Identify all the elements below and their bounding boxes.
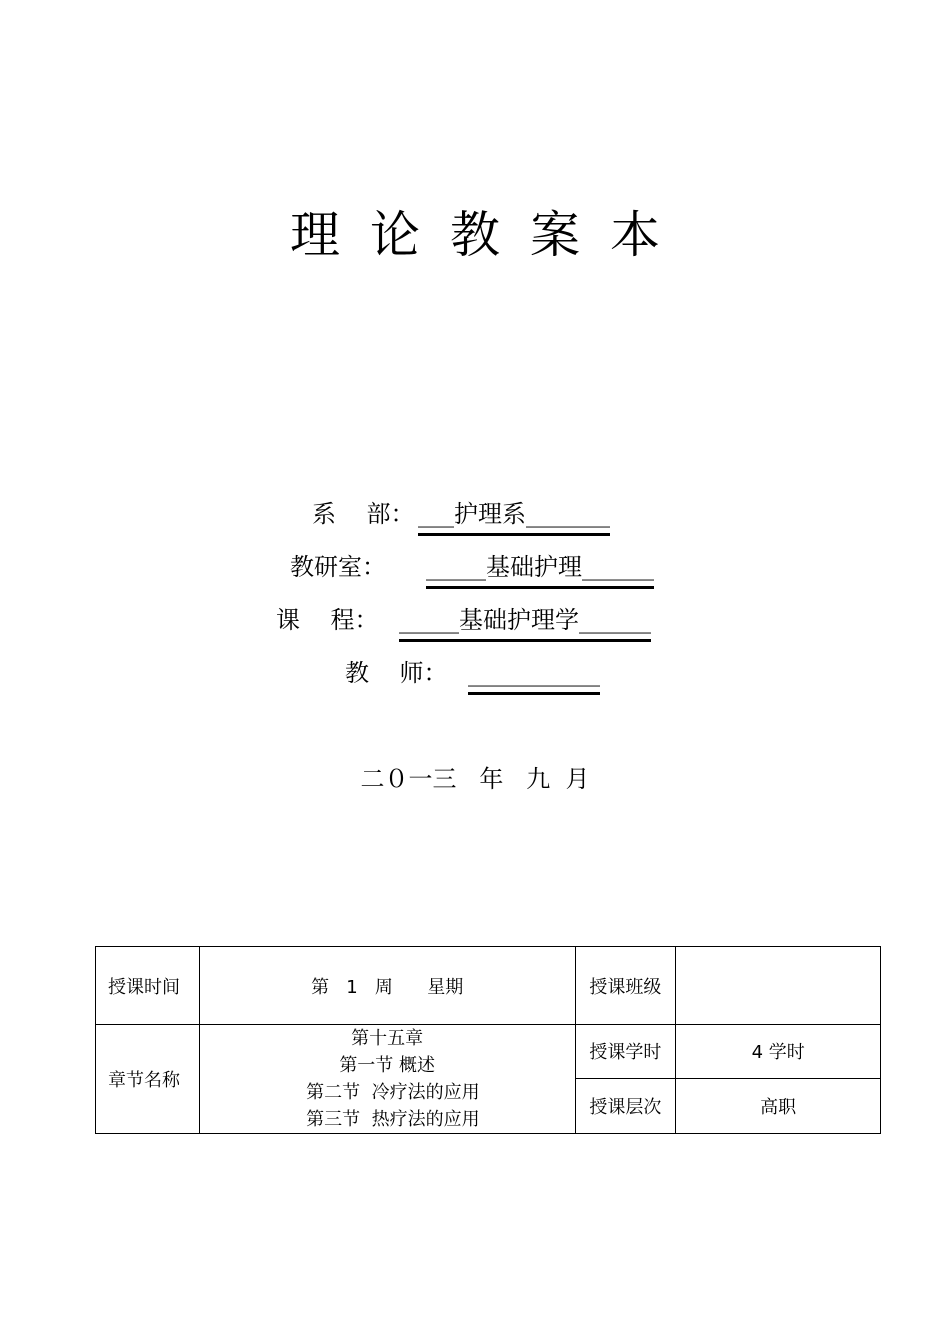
course-label: 课 程： <box>276 606 379 634</box>
chapter-line: 第二节 冷疗法的应用 <box>294 1082 480 1103</box>
document-title: 理论教案本 <box>290 206 690 264</box>
teaching-level-label: 授课层次 <box>575 1078 676 1133</box>
teaching-level-value: 高职 <box>676 1078 881 1133</box>
teacher-label: 教 师： <box>345 659 448 687</box>
table-row <box>96 947 881 1025</box>
teacher-value: ___________ <box>468 657 600 695</box>
office-label: 教研室： <box>290 553 386 581</box>
chapter-line: 第一节 概述 <box>339 1055 436 1076</box>
teaching-hours-value: 4 学时 <box>676 1025 881 1079</box>
teacher-row <box>0 657 950 693</box>
class-label: 授课班级 <box>575 947 676 1025</box>
class-value <box>676 947 881 1025</box>
chapter-label: 章节名称 <box>96 1025 200 1134</box>
teaching-time-value: 第 1 周 星期 <box>199 947 575 1025</box>
department-label: 系 部： <box>312 500 415 528</box>
course-info-table <box>95 946 881 1134</box>
document-date: 二０一三 年 九 月 <box>360 765 590 793</box>
office-row <box>0 551 950 587</box>
teaching-hours-label: 授课学时 <box>575 1025 676 1079</box>
office-value: _____基础护理______ <box>426 551 654 589</box>
department-row <box>0 498 950 534</box>
department-value: ___护理系_______ <box>418 498 610 536</box>
course-value: _____基础护理学______ <box>399 604 651 642</box>
table-row <box>96 1025 881 1079</box>
chapter-names <box>199 1025 575 1134</box>
chapter-line: 第三节 热疗法的应用 <box>294 1109 480 1130</box>
teaching-time-label: 授课时间 <box>96 947 200 1025</box>
chapter-line: 第十五章 <box>351 1028 424 1049</box>
course-row <box>0 604 950 640</box>
